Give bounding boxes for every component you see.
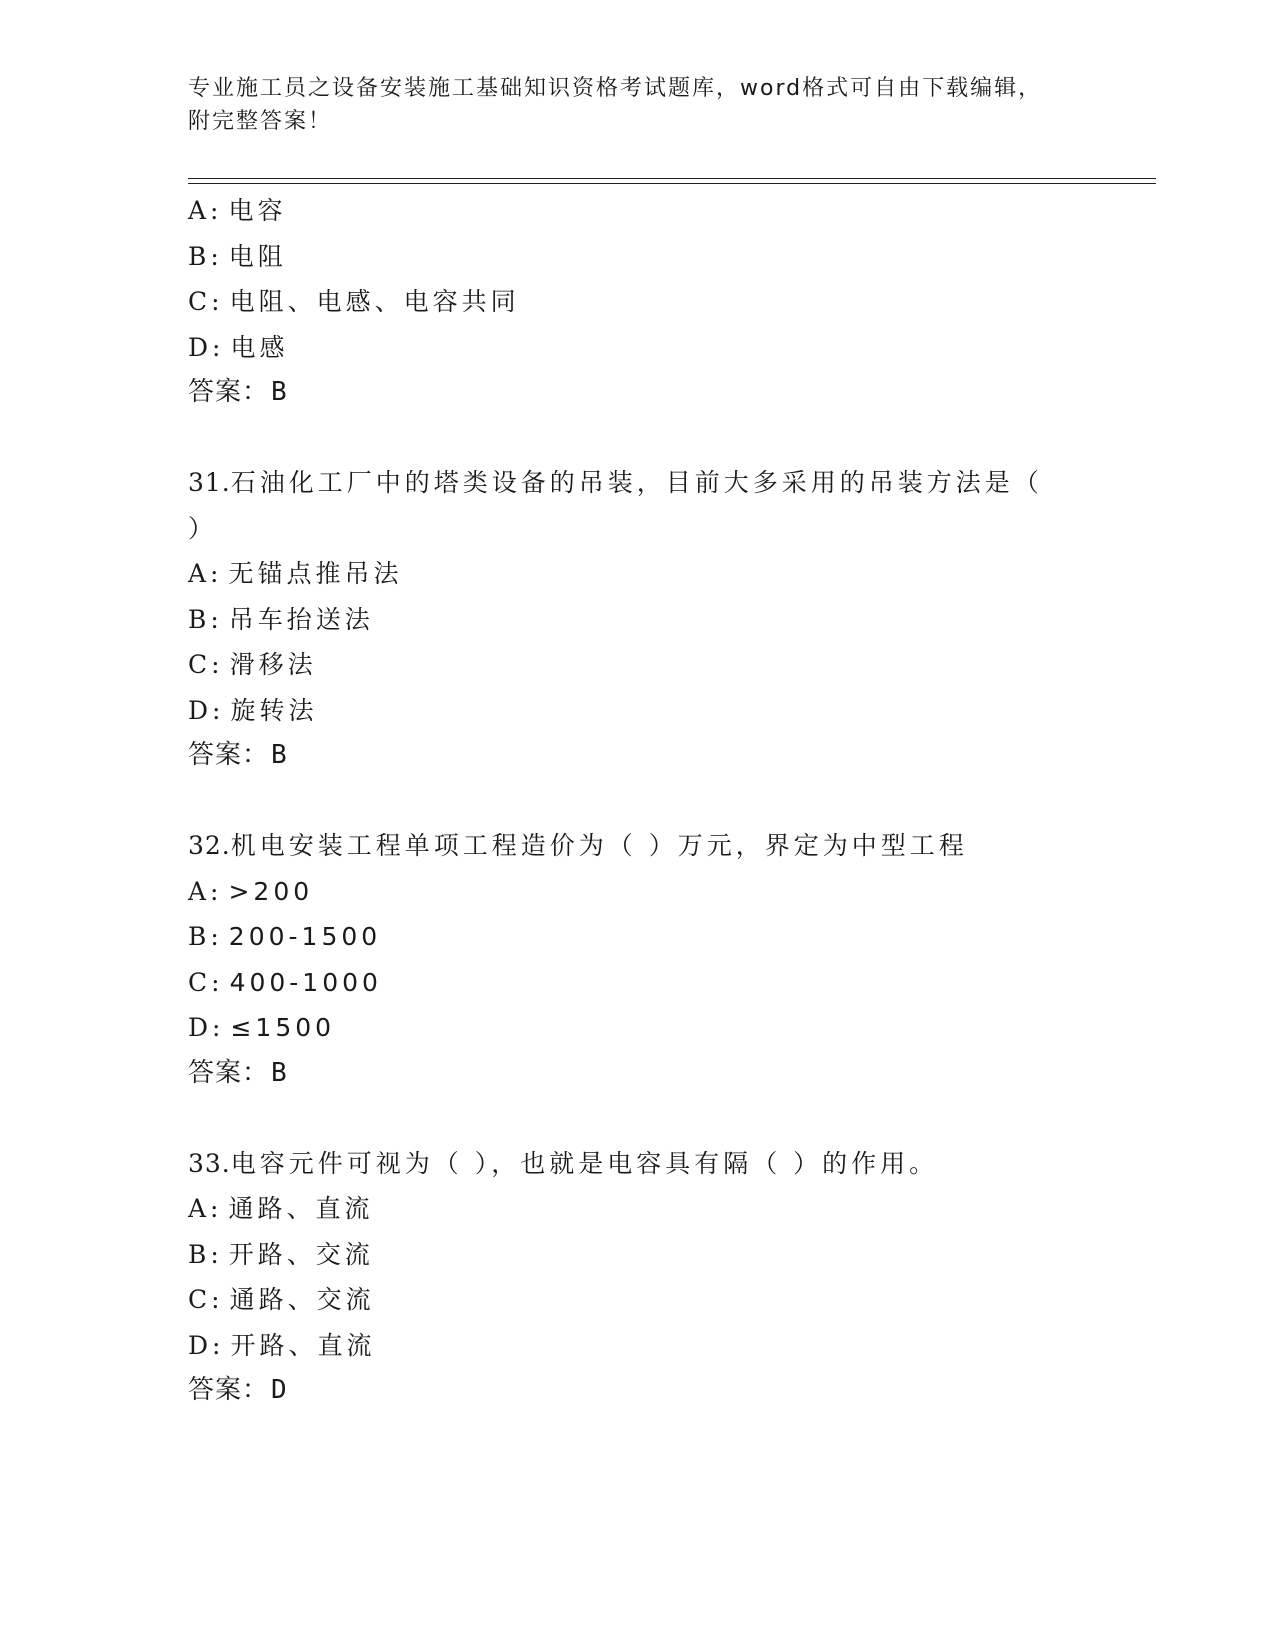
- option-text: 开路、直流: [230, 1330, 376, 1360]
- option-letter: D:: [188, 1330, 225, 1360]
- option-b: [188, 597, 1088, 643]
- answer-label: 答案：: [188, 377, 270, 407]
- answer-line: [188, 370, 1088, 415]
- option-text: ≤1500: [230, 1013, 336, 1042]
- question-stem: [188, 823, 1048, 869]
- question-stem-text: 电容元件可视为（ ），也就是电容具有隔（ ）的作用。: [230, 1148, 939, 1178]
- answer-line: [188, 1051, 1088, 1096]
- question-stem-text: 机电安装工程单项工程造价为（ ）万元，界定为中型工程: [230, 831, 968, 860]
- header-title-line-2: 附完整答案！: [188, 109, 333, 134]
- option-text: 吊车抬送法: [228, 604, 374, 634]
- question-32: [188, 823, 1088, 1096]
- option-letter: D:: [188, 695, 225, 725]
- option-letter: B:: [188, 241, 223, 271]
- option-letter: B:: [188, 922, 223, 951]
- option-a: [188, 188, 1088, 234]
- option-d: [188, 688, 1088, 734]
- option-text: >200: [228, 876, 314, 906]
- option-text: 旋转法: [230, 695, 318, 725]
- question-stem-continuation: ）: [188, 513, 218, 543]
- option-d: [188, 325, 1088, 371]
- option-text: 无锚点推吊法: [228, 559, 403, 588]
- option-letter: A:: [188, 559, 223, 588]
- question-33: [188, 1141, 1088, 1414]
- option-letter: C:: [188, 287, 224, 316]
- option-letter: B:: [188, 1239, 223, 1269]
- header-divider-top: [188, 178, 1156, 179]
- question-30-continuation: [188, 188, 1088, 415]
- document-header: [188, 72, 1068, 138]
- question-number: 31.: [188, 468, 231, 497]
- answer-label: 答案：: [188, 1375, 270, 1405]
- option-c: [188, 642, 1088, 688]
- question-number: 33.: [188, 1148, 231, 1178]
- question-number: 32.: [188, 831, 231, 860]
- answer-value: B: [271, 740, 288, 770]
- option-b: [188, 914, 1088, 960]
- header-divider-bottom: [188, 183, 1156, 184]
- option-c: [188, 1277, 1088, 1323]
- option-text: 通路、交流: [229, 1285, 375, 1314]
- option-d: [188, 1323, 1088, 1369]
- option-b: [188, 234, 1088, 280]
- option-text: 开路、交流: [228, 1239, 374, 1269]
- answer-line: [188, 733, 1088, 778]
- question-content: [188, 188, 1088, 1413]
- option-letter: C:: [188, 1285, 224, 1314]
- option-text: 200-1500: [228, 922, 382, 951]
- answer-value: B: [271, 377, 288, 407]
- question-stem: [188, 460, 1048, 551]
- option-d: [188, 1005, 1088, 1051]
- question-stem-text: 石油化工厂中的塔类设备的吊装，目前大多采用的吊装方法是（: [230, 468, 1043, 497]
- option-letter: A:: [188, 876, 223, 906]
- option-letter: D:: [188, 332, 225, 362]
- option-text: 电感: [230, 332, 289, 362]
- question-stem: [188, 1141, 1048, 1187]
- option-letter: C:: [188, 650, 224, 679]
- option-letter: D:: [188, 1013, 225, 1042]
- option-letter: B:: [188, 604, 223, 634]
- answer-value: D: [271, 1375, 288, 1405]
- option-c: [188, 960, 1088, 1006]
- answer-line: [188, 1368, 1088, 1413]
- option-text: 通路、直流: [228, 1194, 374, 1223]
- answer-label: 答案：: [188, 1057, 270, 1088]
- option-c: [188, 279, 1088, 325]
- option-letter: A:: [188, 1194, 223, 1223]
- option-b: [188, 1232, 1088, 1278]
- option-text: 电阻: [228, 241, 287, 271]
- answer-label: 答案：: [188, 740, 270, 770]
- option-a: [188, 869, 1088, 915]
- header-title-line-1: 专业施工员之设备安装施工基础知识资格考试题库，word格式可自由下载编辑，: [188, 76, 1043, 101]
- option-text: 电容: [228, 196, 287, 225]
- option-text: 滑移法: [229, 650, 317, 679]
- option-letter: A:: [188, 196, 223, 225]
- question-31: [188, 460, 1088, 778]
- answer-value: B: [271, 1057, 288, 1088]
- option-text: 400-1000: [229, 967, 382, 997]
- option-text: 电阻、电感、电容共同: [229, 287, 520, 316]
- option-a: [188, 551, 1088, 597]
- option-a: [188, 1186, 1088, 1232]
- option-letter: C:: [188, 967, 224, 997]
